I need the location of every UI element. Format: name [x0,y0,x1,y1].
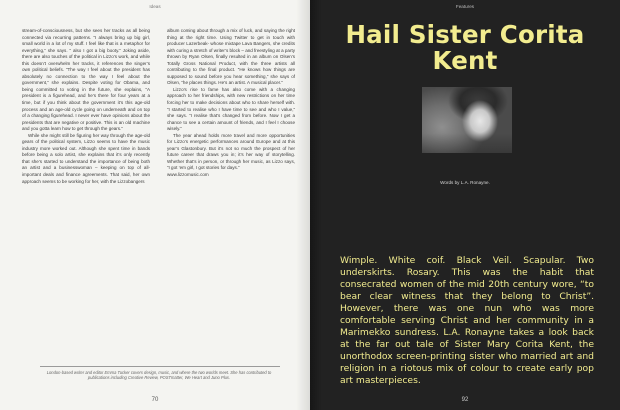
article-headline: Hail Sister Corita Kent [345,20,585,75]
paragraph: While she might still be figuring her way through the age-old gears of the political system, Lizzo seems to have the music industry more worked out. Although she spent time in bands before being a solo artist, she explains that it’s only recently that she’s started to understand the importance of being both an artist and a businesswoman – keeping on top of all-important deals and finance agreements. That said, her own approach seems to be working for her, with the Lizzobangers [22,132,150,184]
body-column-2 [167,28,295,179]
running-head-right: Features [455,4,475,9]
body-column-1 [22,28,150,185]
paragraph: The year ahead holds more travel and more opportunities for Lizzo’s energetic performances around Europe and at this year’s Glastonbury. But it’s not so much the prospect of her future career that draws you in; it’s her way of storytelling. Whether that’s in person, or through her music, as Lizzo says, “I got ’em girl, I got stories for days.” [167,132,295,171]
website-link[interactable]: www.lizzomusic.com [167,172,209,178]
portrait-photo [422,87,512,153]
paragraph: stream-of-consciousness, but she sees her tracks as all being connected via recurring patterns. “I always bring up big girl, small world in a lot of my stuff. I feel like that is a metaphor for everything,” she says. “ also I got a big booty.” Joking aside, there are also touches of the political in Lizzo’s work, and while this doesn’t overwhelm her tracks, it references the singer’s own political beliefs. “The way I feel about the president has absolutely no connection to the way I feel about the government,” she explains. Despite voting for Obama, and being committed to voting in the future, she explains, “A president is a figurehead, and he’s there for four years at a time, but if you think about the government it’s this age-old process and an age-old cycle going on underneath and on top of a changing figurehead. I never ever have opinions about the presidents that are negative or positive. This is an old machine and you gotta learn how to get through the gears.” [22,28,150,132]
page-number-left: 70 [151,397,159,403]
running-head-left: Ideas [149,4,161,9]
page-number-right: 92 [461,397,469,403]
author-bio: London-based writer and editor Emma Tucker covers design, music, and where the two worlds meet. She has contributed to publications including Creative Review, POSTmatter, We Heart and Juno Plus. [46,370,272,381]
right-page [310,0,620,410]
paragraph: album coming about through a mix of luck, and saying the right thing at the right time. Using Twitter to get in touch with producer Lazerbeak- whose mixtape Lava Bangers, she credits with curing a stretch of writer’s block – and freestyling at a party thrown by Ryan Olsen, finally resulted in an album on Olsen’s Totally Gross National Product, with the three artists all contributing to the final product. “He knows how things are supposed to sound before you hear something,” she says of Olsen, “he places things. He’s an artist. A musical placer.” [167,28,295,86]
standfirst: Wimple. White coif. Black Veil. Scapular. Two underskirts. Rosary. This was the habit that consecrated women of the mid 20th century wore, “to bear clear witness that they belong to Christ”. However, there was one nun who was more comfortable serving Christ and her community in a Marimekko sundress. L.A. Ronayne takes a look back at the far out tale of Sister Mary Corita Kent, the unorthodox screen-printing sister who married art and religion in a riotous mix of colour to create early pop art masterpieces. [340,255,594,386]
footer-divider [40,366,280,367]
paragraph: Lizzo’s rise to fame has also come with a changing approach to her friendships, with new restrictions on her time forcing her to make decisions about who to share herself with. “I started to realise who I have time to see and who I value,” she says. “I realise that’s changed from before. Now I get a chance to see a certain amount of friends, and I feel I choose wisely.” [167,86,295,132]
byline: Words by L.A. Ronayne. [440,180,490,185]
